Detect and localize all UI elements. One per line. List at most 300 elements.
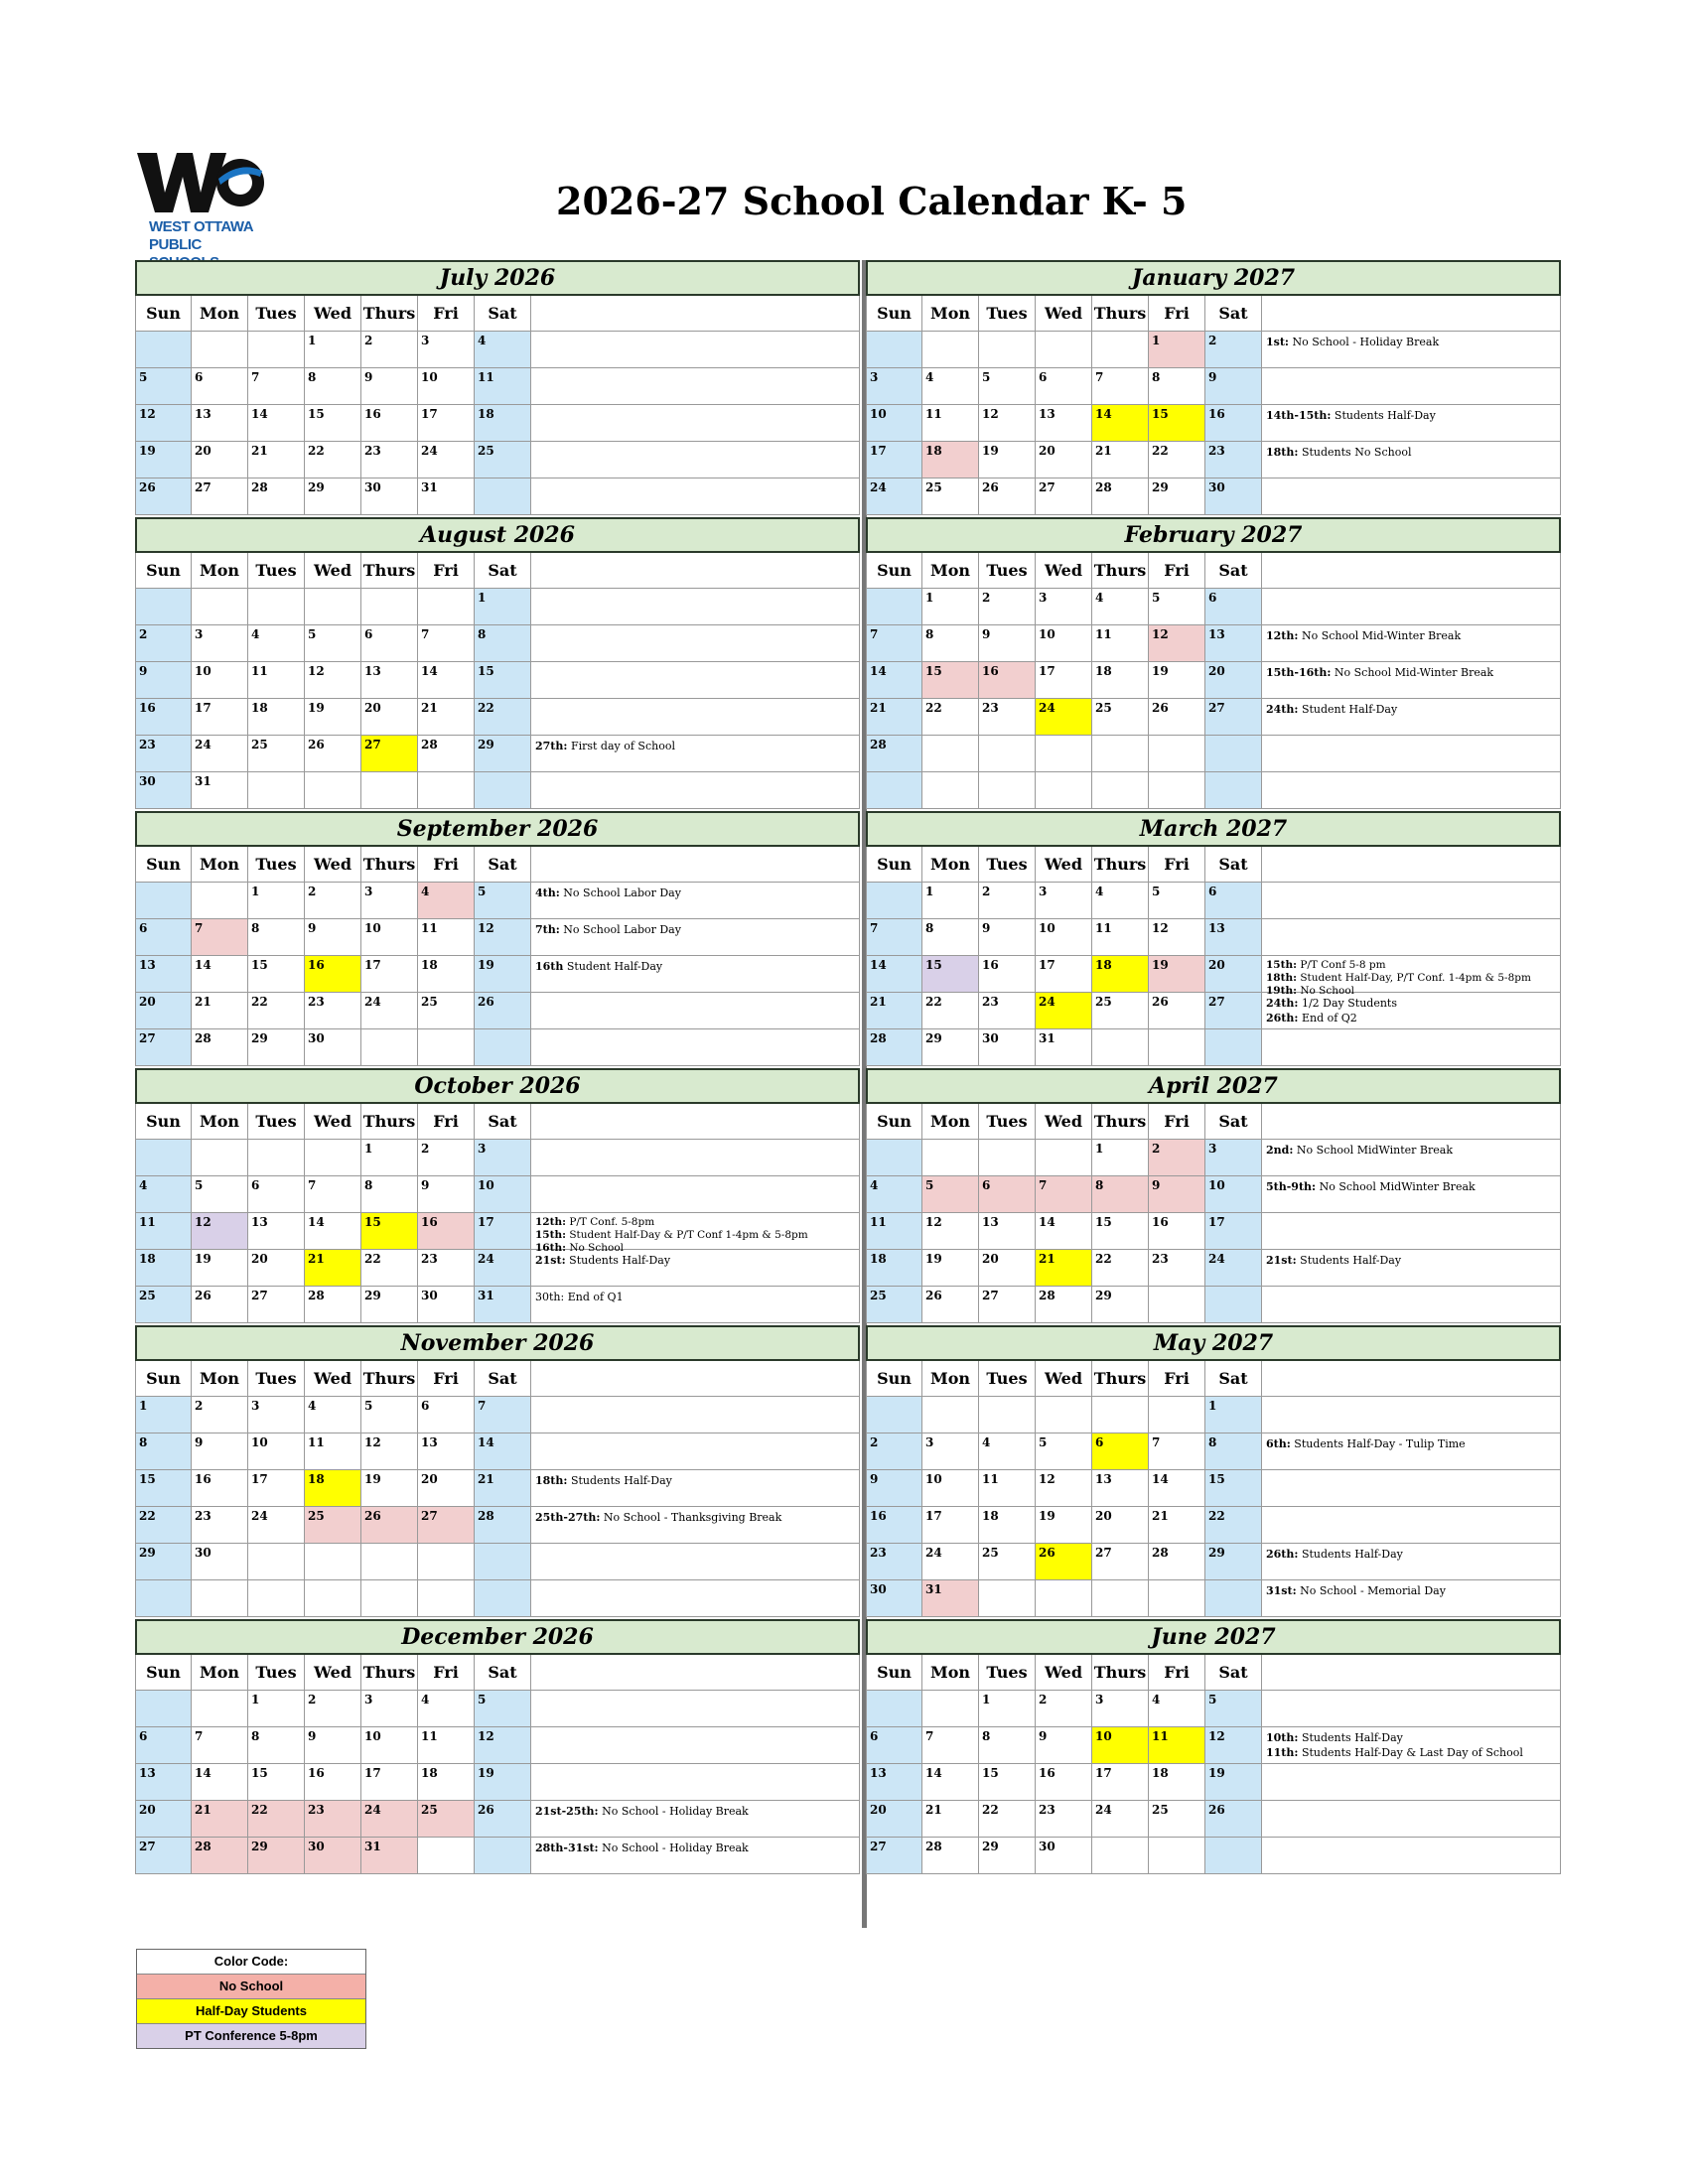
weekday-fri: Fri [1149,847,1205,883]
day-cell: 13 [1205,919,1262,956]
day-cell: 17 [922,1507,979,1544]
day-cell: 3 [248,1397,305,1433]
empty-cell [305,589,361,625]
empty-cell [1092,1029,1149,1066]
day-cell: 11 [418,919,475,956]
day-cell: 10 [475,1176,531,1213]
day-cell: 15 [361,1213,418,1250]
day-cell: 1 [248,883,305,919]
notes-cell [1262,625,1561,662]
note-text: Students Half-Day & Last Day of School [1298,1746,1523,1759]
notes-cell [531,368,860,405]
day-cell: 4 [418,1691,475,1727]
day-cell: 19 [1205,1764,1262,1801]
weekday-tues: Tues [979,296,1036,332]
day-cell: 10 [1205,1176,1262,1213]
day-cell: 29 [1092,1287,1149,1323]
empty-cell [192,332,248,368]
day-cell: 31 [922,1580,979,1617]
weekday-fri: Fri [1149,296,1205,332]
weekday-tues: Tues [248,1655,305,1691]
day-cell: 22 [248,1801,305,1838]
month-title: June 2027 [866,1619,1561,1655]
month-title: May 2027 [866,1325,1561,1361]
day-cell: 27 [192,478,248,515]
legend-half-day: Half-Day Students [137,1999,365,2024]
day-cell: 7 [866,625,922,662]
day-cell: 23 [1149,1250,1205,1287]
day-cell: 10 [192,662,248,699]
day-cell: 19 [135,442,192,478]
day-cell: 18 [979,1507,1036,1544]
day-cell: 12 [135,405,192,442]
day-cell: 19 [475,956,531,993]
notes-cell [531,1287,860,1323]
note-text: End of Q2 [1298,1012,1357,1024]
day-cell: 6 [135,919,192,956]
note-label: 1st: [1266,336,1289,348]
day-cell: 21 [866,699,922,736]
day-cell: 29 [305,478,361,515]
notes-cell [531,625,860,662]
day-cell: 28 [866,736,922,772]
day-cell: 19 [361,1470,418,1507]
weekday-mon: Mon [922,296,979,332]
notes-cell [531,442,860,478]
note-label: 21st-25th: [535,1805,599,1818]
day-cell: 24 [922,1544,979,1580]
day-cell: 18 [305,1470,361,1507]
day-cell: 14 [1092,405,1149,442]
notes-cell [531,405,860,442]
empty-cell [1205,1029,1262,1066]
weekday-sat: Sat [475,847,531,883]
note-text: No School Mid-Winter Break [1298,629,1462,642]
day-cell: 20 [361,699,418,736]
day-cell: 17 [475,1213,531,1250]
weekday-wed: Wed [305,1104,361,1140]
day-cell: 6 [361,625,418,662]
day-cell: 22 [248,993,305,1029]
day-cell: 8 [135,1433,192,1470]
day-cell: 12 [361,1433,418,1470]
day-cell: 17 [1036,956,1092,993]
day-cell: 23 [305,1801,361,1838]
day-cell: 2 [361,332,418,368]
day-cell: 27 [418,1507,475,1544]
notes-cell [1262,1470,1561,1507]
note-line [1266,408,1556,423]
day-cell: 19 [979,442,1036,478]
weekday-wed: Wed [305,1655,361,1691]
day-cell: 29 [1205,1544,1262,1580]
weekday-thurs: Thurs [361,296,418,332]
day-cell: 9 [305,1727,361,1764]
day-cell: 11 [1092,625,1149,662]
note-text: No School [1296,985,1355,997]
day-cell: 11 [866,1213,922,1250]
day-cell: 14 [192,1764,248,1801]
day-cell: 7 [192,919,248,956]
weekday-mon: Mon [192,296,248,332]
day-cell: 22 [1149,442,1205,478]
notes-header [531,553,860,589]
weekday-fri: Fri [1149,1361,1205,1397]
day-cell: 21 [305,1250,361,1287]
day-cell: 23 [305,993,361,1029]
weekday-wed: Wed [1036,296,1092,332]
notes-cell [1262,1140,1561,1176]
notes-cell [1262,1544,1561,1580]
day-cell: 26 [1205,1801,1262,1838]
day-cell: 18 [1092,956,1149,993]
empty-cell [922,1691,979,1727]
day-cell: 25 [1149,1801,1205,1838]
note-label: 18th: [1266,972,1297,984]
weekday-tues: Tues [248,296,305,332]
notes-cell [531,1397,860,1433]
day-cell: 15 [135,1470,192,1507]
empty-cell [361,1544,418,1580]
empty-cell [1092,1838,1149,1874]
note-text: First day of School [567,740,675,752]
notes-cell [531,662,860,699]
day-cell: 3 [866,368,922,405]
empty-cell [866,332,922,368]
day-cell: 3 [192,625,248,662]
weekday-fri: Fri [418,296,475,332]
notes-cell [531,1838,860,1874]
note-label: 11th: [1266,1746,1299,1759]
day-cell: 8 [475,625,531,662]
day-cell: 16 [1149,1213,1205,1250]
notes-cell [531,589,860,625]
weekday-sat: Sat [1205,553,1262,589]
day-cell: 12 [1149,625,1205,662]
notes-header [1262,296,1561,332]
day-cell: 21 [866,993,922,1029]
notes-header [1262,1104,1561,1140]
empty-cell [979,736,1036,772]
weekday-thurs: Thurs [1092,553,1149,589]
note-line [1266,996,1556,1011]
day-cell: 3 [361,883,418,919]
empty-cell [1149,736,1205,772]
empty-cell [248,1140,305,1176]
empty-cell [418,1838,475,1874]
day-cell: 13 [418,1433,475,1470]
day-cell: 13 [361,662,418,699]
day-cell: 7 [866,919,922,956]
notes-cell [531,1176,860,1213]
note-line [1266,1011,1556,1025]
empty-cell [866,883,922,919]
empty-cell [866,1397,922,1433]
day-cell: 1 [361,1140,418,1176]
note-label: 5th-9th: [1266,1180,1317,1193]
day-cell: 21 [192,1801,248,1838]
note-line [535,1290,855,1304]
day-cell: 20 [979,1250,1036,1287]
empty-cell [418,1544,475,1580]
day-cell: 7 [475,1397,531,1433]
day-cell: 20 [192,442,248,478]
day-cell: 13 [1036,405,1092,442]
day-cell: 7 [922,1727,979,1764]
day-cell: 11 [418,1727,475,1764]
day-cell: 28 [922,1838,979,1874]
day-cell: 16 [866,1507,922,1544]
day-cell: 26 [1149,993,1205,1029]
note-line [535,886,855,900]
month-oct2026 [135,1068,860,1323]
day-cell: 8 [1092,1176,1149,1213]
empty-cell [979,1580,1036,1617]
empty-cell [1149,1397,1205,1433]
empty-cell [192,1140,248,1176]
notes-cell [531,772,860,809]
day-cell: 30 [979,1029,1036,1066]
note-label: 25th-27th: [535,1511,601,1524]
weekday-thurs: Thurs [1092,296,1149,332]
notes-cell [531,1580,860,1617]
color-legend [136,1949,366,2049]
day-cell: 30 [135,772,192,809]
day-cell: 11 [248,662,305,699]
day-cell: 24 [192,736,248,772]
notes-cell [531,883,860,919]
weekday-sun: Sun [866,553,922,589]
empty-cell [475,478,531,515]
month-title: February 2027 [866,517,1561,553]
day-cell: 10 [361,1727,418,1764]
empty-cell [866,589,922,625]
weekday-sun: Sun [135,1361,192,1397]
empty-cell [1205,1287,1262,1323]
note-line [535,739,855,753]
day-cell: 4 [305,1397,361,1433]
empty-cell [1149,1838,1205,1874]
day-cell: 28 [1036,1287,1092,1323]
empty-cell [1205,736,1262,772]
empty-cell [192,1580,248,1617]
day-cell: 27 [1036,478,1092,515]
day-cell: 2 [305,1691,361,1727]
day-cell: 11 [305,1433,361,1470]
day-cell: 4 [135,1176,192,1213]
weekday-tues: Tues [979,553,1036,589]
note-text: Students Half-Day [1298,1731,1403,1744]
note-line [535,1841,855,1855]
note-line [535,1473,855,1488]
weekday-mon: Mon [922,1655,979,1691]
day-cell: 14 [248,405,305,442]
day-cell: 25 [305,1507,361,1544]
note-line [535,959,855,974]
month-feb2027 [866,517,1561,809]
day-cell: 14 [305,1213,361,1250]
empty-cell [1092,772,1149,809]
month-aug2026 [135,517,860,809]
day-cell: 12 [922,1213,979,1250]
note-text: No School Mid-Winter Break [1331,666,1494,679]
empty-cell [1092,332,1149,368]
day-cell: 9 [361,368,418,405]
day-cell: 23 [866,1544,922,1580]
note-text: Students No School [1298,446,1412,459]
day-cell: 13 [979,1213,1036,1250]
day-cell: 30 [866,1580,922,1617]
notes-cell [1262,1691,1561,1727]
weekday-thurs: Thurs [1092,1361,1149,1397]
day-cell: 22 [305,442,361,478]
day-cell: 26 [979,478,1036,515]
day-cell: 8 [248,919,305,956]
note-line [535,1229,855,1242]
empty-cell [979,772,1036,809]
empty-cell [1149,772,1205,809]
day-cell: 17 [1036,662,1092,699]
empty-cell [979,1140,1036,1176]
day-cell: 16 [1036,1764,1092,1801]
day-cell: 22 [922,699,979,736]
day-cell: 29 [1149,478,1205,515]
day-cell: 12 [1149,919,1205,956]
day-cell: 20 [1205,956,1262,993]
notes-header [1262,553,1561,589]
empty-cell [418,1580,475,1617]
day-cell: 17 [361,1764,418,1801]
day-cell: 27 [866,1838,922,1874]
day-cell: 1 [1205,1397,1262,1433]
notes-cell [1262,1250,1561,1287]
day-cell: 19 [1036,1507,1092,1544]
note-text: No School Labor Day [559,887,681,899]
day-cell: 26 [1149,699,1205,736]
day-cell: 17 [1092,1764,1149,1801]
day-cell: 29 [475,736,531,772]
notes-cell [1262,1580,1561,1617]
day-cell: 28 [1092,478,1149,515]
note-label: 12th: [535,1216,566,1228]
day-cell: 8 [922,919,979,956]
notes-cell [1262,1433,1561,1470]
month-title: October 2026 [135,1068,860,1104]
note-line [1266,959,1556,972]
note-label: 19th: [1266,985,1297,997]
day-cell: 8 [979,1727,1036,1764]
day-cell: 6 [1205,589,1262,625]
weekday-thurs: Thurs [1092,1104,1149,1140]
day-cell: 17 [248,1470,305,1507]
day-cell: 12 [305,662,361,699]
month-title: September 2026 [135,811,860,847]
notes-cell [531,1764,860,1801]
empty-cell [192,883,248,919]
day-cell: 17 [1205,1213,1262,1250]
day-cell: 18 [135,1250,192,1287]
day-cell: 2 [418,1140,475,1176]
day-cell: 21 [418,699,475,736]
weekday-mon: Mon [922,1104,979,1140]
day-cell: 1 [248,1691,305,1727]
day-cell: 13 [866,1764,922,1801]
day-cell: 31 [192,772,248,809]
month-title: July 2026 [135,260,860,296]
day-cell: 14 [866,662,922,699]
day-cell: 12 [979,405,1036,442]
note-text: Student Half-Day & P/T Conf 1-4pm & 5-8pm [565,1229,808,1241]
day-cell: 28 [1149,1544,1205,1580]
notes-header [1262,847,1561,883]
weekday-fri: Fri [418,1361,475,1397]
note-text: P/T Conf 5-8 pm [1296,959,1386,971]
day-cell: 15 [248,1764,305,1801]
note-line [535,1216,855,1229]
notes-cell [1262,736,1561,772]
day-cell: 14 [866,956,922,993]
day-cell: 28 [866,1029,922,1066]
weekday-fri: Fri [418,1655,475,1691]
day-cell: 25 [418,993,475,1029]
weekday-wed: Wed [305,553,361,589]
day-cell: 29 [135,1544,192,1580]
note-label: 24th: [1266,997,1299,1010]
empty-cell [135,1580,192,1617]
note-text: No School MidWinter Break [1293,1144,1453,1157]
day-cell: 28 [305,1287,361,1323]
month-sep2026 [135,811,860,1066]
day-cell: 9 [1149,1176,1205,1213]
empty-cell [135,883,192,919]
weekday-thurs: Thurs [361,553,418,589]
day-cell: 17 [418,405,475,442]
day-cell: 12 [1036,1470,1092,1507]
day-cell: 27 [361,736,418,772]
weekday-fri: Fri [1149,1655,1205,1691]
day-cell: 24 [361,1801,418,1838]
note-line [1266,628,1556,643]
day-cell: 10 [418,368,475,405]
notes-cell [531,993,860,1029]
empty-cell [248,772,305,809]
weekday-sun: Sun [135,1104,192,1140]
day-cell: 26 [475,1801,531,1838]
day-cell: 24 [1092,1801,1149,1838]
weekday-thurs: Thurs [361,847,418,883]
day-cell: 4 [248,625,305,662]
day-cell: 11 [1092,919,1149,956]
day-cell: 14 [192,956,248,993]
day-cell: 6 [135,1727,192,1764]
day-cell: 13 [135,956,192,993]
day-cell: 16 [305,956,361,993]
day-cell: 13 [135,1764,192,1801]
weekday-sat: Sat [1205,1361,1262,1397]
day-cell: 19 [1149,956,1205,993]
weekday-sun: Sun [135,847,192,883]
day-cell: 30 [1205,478,1262,515]
legend-pt-conference: PT Conference 5-8pm [137,2024,365,2048]
day-cell: 31 [361,1838,418,1874]
weekday-sun: Sun [866,296,922,332]
day-cell: 27 [1205,993,1262,1029]
empty-cell [475,1029,531,1066]
day-cell: 12 [1205,1727,1262,1764]
weekday-tues: Tues [248,1361,305,1397]
notes-cell [531,1433,860,1470]
note-label: 18th: [535,1474,568,1487]
